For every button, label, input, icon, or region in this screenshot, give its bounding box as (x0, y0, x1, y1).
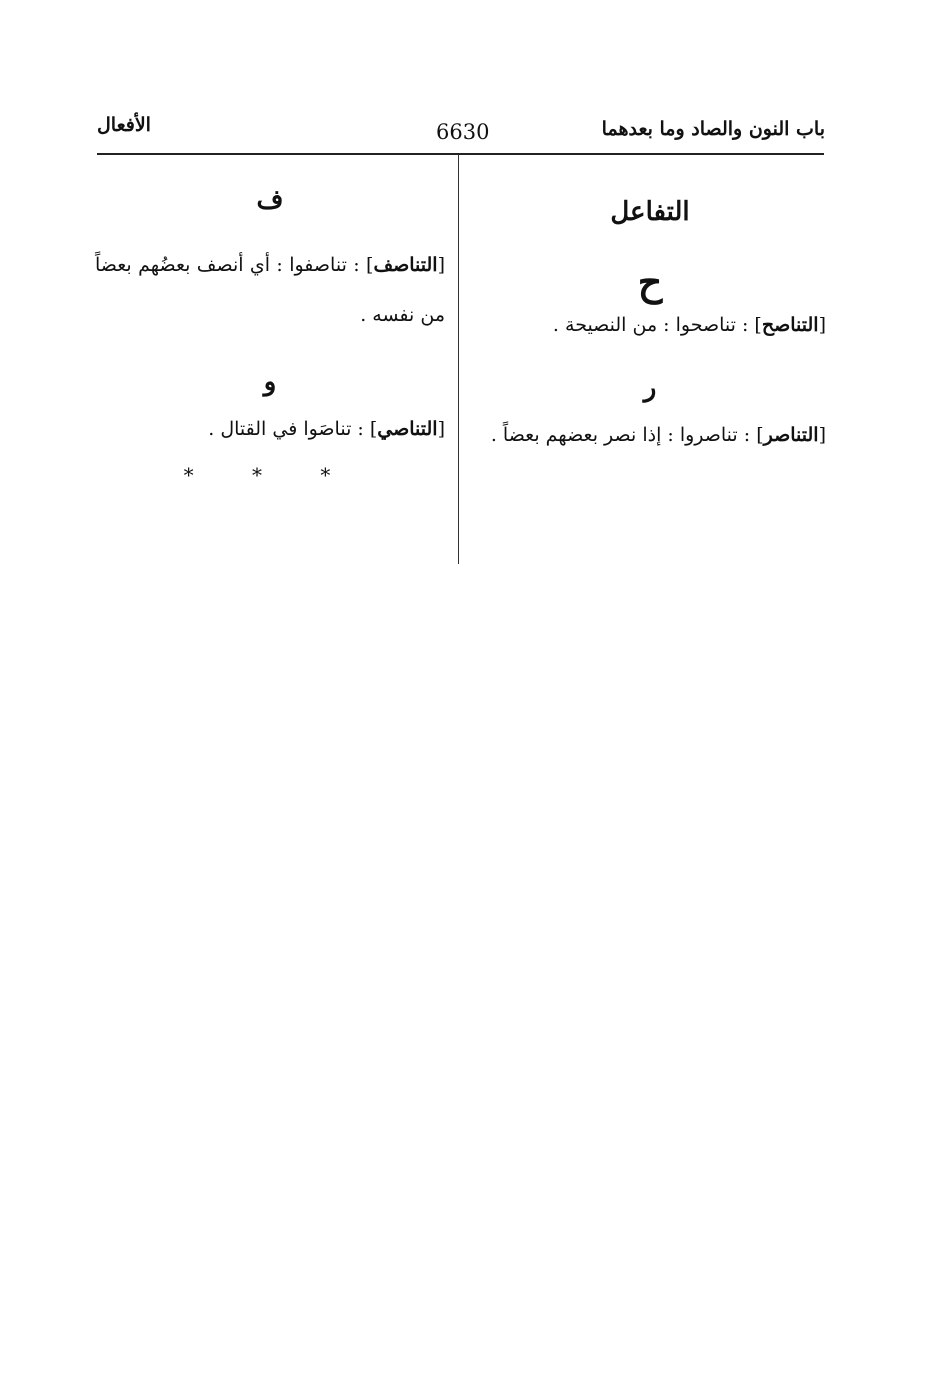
page-number: 6630 (436, 120, 490, 144)
dictionary-entry (474, 312, 826, 338)
right-column (474, 190, 826, 462)
dictionary-entry (95, 240, 445, 340)
left-column (95, 180, 445, 488)
dictionary-entry (474, 408, 826, 462)
column-divider (458, 155, 459, 564)
header-rule (97, 153, 824, 155)
bracket-open: [ (437, 254, 445, 276)
entry-headword: التناصح (761, 314, 819, 336)
entry-headword: التناصر (763, 424, 819, 446)
entry-definition: : تناصَوا في القتال . (208, 418, 364, 440)
running-head-section: الأفعال (97, 114, 151, 136)
letter-heading: ح (637, 259, 663, 304)
bracket-open: [ (437, 418, 445, 440)
bracket-open: [ (818, 424, 826, 446)
bracket-close: ] (369, 418, 378, 440)
entry-definition: : تناصروا : إذا نصر بعضهم بعضاً . (490, 424, 751, 446)
letter-heading: و (263, 367, 277, 397)
letter-heading: ر (643, 373, 657, 403)
bracket-close: ] (756, 424, 764, 446)
end-asterisks: * * * (183, 463, 357, 487)
letter-heading: ف (256, 185, 284, 215)
bracket-close: ] (366, 254, 374, 276)
entry-definition: : تناصحوا : من النصيحة . (552, 314, 749, 336)
entry-headword: التناصف (373, 254, 438, 276)
bracket-open: [ (818, 314, 826, 336)
running-head-chapter: باب النون والصاد وما بعدهما (601, 118, 825, 140)
entry-definition: : تناصفوا : أي أنصف بعضُهم بعضاً من نفسه . (95, 254, 445, 326)
section-title: التفاعل (610, 197, 690, 227)
dictionary-entry (95, 416, 445, 442)
entry-headword: التناصي (377, 418, 438, 440)
bracket-close: ] (754, 314, 762, 336)
